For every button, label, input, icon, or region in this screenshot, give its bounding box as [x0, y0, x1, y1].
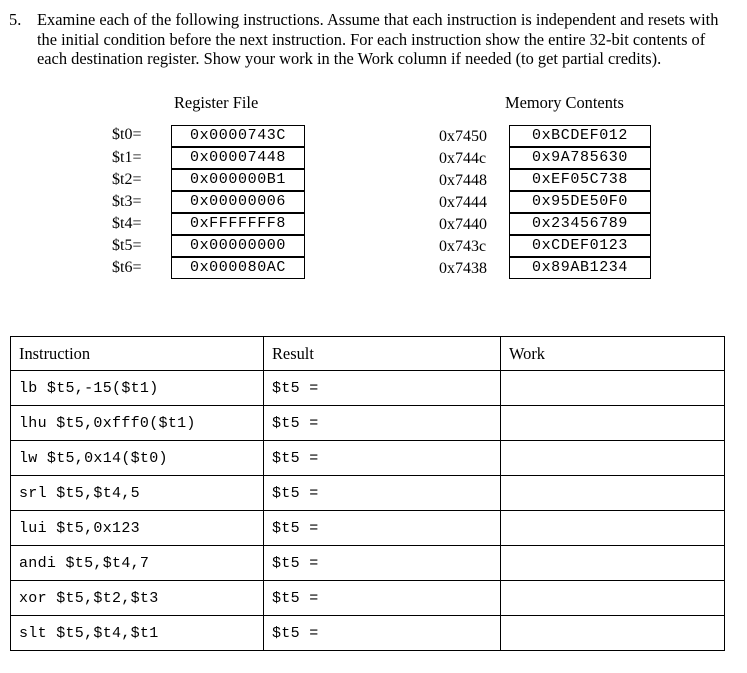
register-value: 0xFFFFFFF8: [171, 213, 305, 235]
table-row: [11, 406, 725, 441]
register-value: 0x00000000: [171, 235, 305, 257]
work-cell[interactable]: [501, 511, 725, 546]
instruction-table: [10, 336, 725, 651]
register-value: 0x00000006: [171, 191, 305, 213]
table-row: [11, 616, 725, 651]
memory-address: 0x7438: [439, 260, 487, 277]
register-file-heading: Register File: [174, 93, 259, 112]
work-column-header: Work: [501, 337, 725, 371]
question-text: Examine each of the following instructions. Assume that each instruction is independent and resets with the initial condition before the next instruction. For each instruction show the entire 32-bit contents of each destination register. Show your work in the Work column if needed (to get partial credits).: [37, 10, 719, 68]
memory-address: 0x744c: [439, 150, 487, 167]
register-value: 0x0000743C: [171, 125, 305, 147]
result-cell[interactable]: $t5 =: [264, 441, 501, 476]
register-name: $t0=: [112, 126, 142, 143]
table-row: [11, 546, 725, 581]
instruction-cell: xor $t5,$t2,$t3: [11, 581, 264, 616]
question: [9, 10, 729, 69]
memory-value: 0xEF05C738: [509, 169, 651, 191]
instruction-cell: lb $t5,-15($t1): [11, 371, 264, 406]
result-column-header: Result: [264, 337, 501, 371]
register-name: $t4=: [112, 215, 142, 232]
result-cell[interactable]: $t5 =: [264, 476, 501, 511]
register-name: $t2=: [112, 171, 142, 188]
memory-value: 0x9A785630: [509, 147, 651, 169]
table-row: [11, 511, 725, 546]
result-cell[interactable]: $t5 =: [264, 406, 501, 441]
memory-value: 0xCDEF0123: [509, 235, 651, 257]
memory-contents-heading: Memory Contents: [505, 93, 624, 112]
result-cell[interactable]: $t5 =: [264, 616, 501, 651]
result-cell[interactable]: $t5 =: [264, 546, 501, 581]
memory-address: 0x7450: [439, 128, 487, 145]
register-name: $t6=: [112, 259, 142, 276]
work-cell[interactable]: [501, 616, 725, 651]
work-cell[interactable]: [501, 476, 725, 511]
work-cell[interactable]: [501, 441, 725, 476]
memory-address: 0x743c: [439, 238, 487, 255]
work-cell[interactable]: [501, 581, 725, 616]
memory-value: 0x23456789: [509, 213, 651, 235]
register-name: $t1=: [112, 149, 142, 166]
memory-value: 0x95DE50F0: [509, 191, 651, 213]
memory-address: 0x7440: [439, 216, 487, 233]
instruction-cell: srl $t5,$t4,5: [11, 476, 264, 511]
register-name: $t3=: [112, 193, 142, 210]
memory-address: 0x7444: [439, 194, 487, 211]
instruction-cell: lui $t5,0x123: [11, 511, 264, 546]
memory-address: 0x7448: [439, 172, 487, 189]
instruction-column-header: Instruction: [11, 337, 264, 371]
register-value: 0x000080AC: [171, 257, 305, 279]
instruction-cell: lw $t5,0x14($t0): [11, 441, 264, 476]
memory-value: 0x89AB1234: [509, 257, 651, 279]
table-row: [11, 581, 725, 616]
result-cell[interactable]: $t5 =: [264, 371, 501, 406]
work-cell[interactable]: [501, 546, 725, 581]
register-value: 0x000000B1: [171, 169, 305, 191]
work-cell[interactable]: [501, 406, 725, 441]
question-number: 5.: [9, 10, 22, 29]
register-value: 0x00007448: [171, 147, 305, 169]
result-cell[interactable]: $t5 =: [264, 511, 501, 546]
table-row: [11, 441, 725, 476]
result-cell[interactable]: $t5 =: [264, 581, 501, 616]
instruction-cell: lhu $t5,0xfff0($t1): [11, 406, 264, 441]
register-name: $t5=: [112, 237, 142, 254]
instruction-cell: slt $t5,$t4,$t1: [11, 616, 264, 651]
memory-value: 0xBCDEF012: [509, 125, 651, 147]
table-row: [11, 476, 725, 511]
work-cell[interactable]: [501, 371, 725, 406]
table-header-row: [11, 337, 725, 371]
table-row: [11, 371, 725, 406]
instruction-cell: andi $t5,$t4,7: [11, 546, 264, 581]
